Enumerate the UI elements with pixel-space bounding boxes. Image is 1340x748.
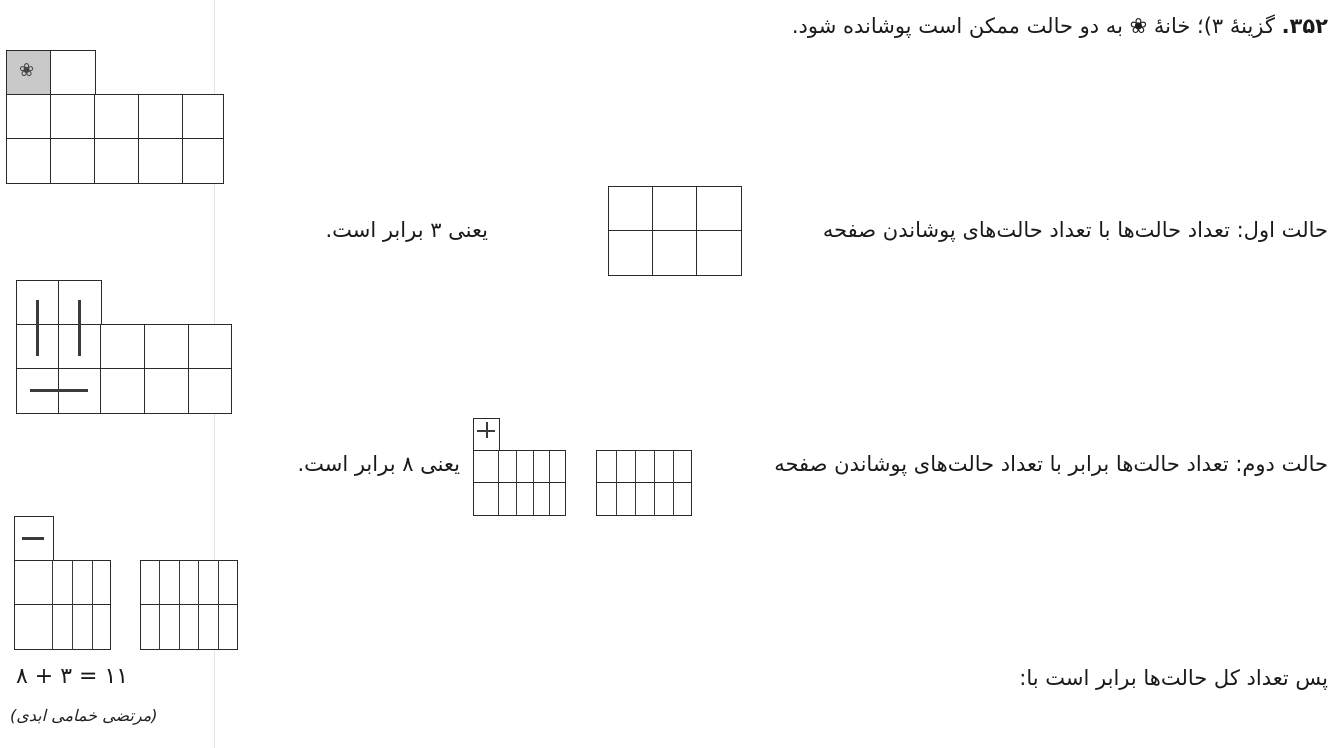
board-cell: [696, 186, 742, 232]
problem-heading: [792, 14, 1328, 38]
board-cell: [50, 138, 96, 184]
board-cell: [94, 138, 140, 184]
board-row: [140, 604, 238, 650]
horizontal-domino-mark: [22, 537, 44, 540]
board-row: [473, 482, 566, 516]
board-cell: [100, 368, 146, 414]
board-row: [473, 450, 566, 484]
cell-divider: [159, 560, 160, 650]
board-cell: [94, 94, 140, 140]
cell-divider: [198, 560, 199, 650]
board-cell: [182, 138, 224, 184]
cell-divider: [72, 560, 73, 650]
cell-divider: [673, 450, 674, 516]
board-cell: [50, 94, 96, 140]
board-cell: [6, 94, 52, 140]
cell-divider: [616, 450, 617, 516]
case2-text-after: یعنی ۸ برابر است.: [297, 452, 460, 476]
cell-divider: [549, 450, 550, 516]
case1-text-after: یعنی ۳ برابر است.: [325, 218, 488, 242]
vertical-domino-mark: [36, 300, 39, 356]
board-cell: [100, 324, 146, 370]
problem-intro: گزینهٔ ۳)؛ خانهٔ ❀ به دو حالت ممکن است پوشانده شود.: [791, 14, 1275, 38]
vertical-domino-mark: [78, 300, 81, 356]
board-row: [14, 560, 111, 606]
board-cell: [6, 138, 52, 184]
board-cell: [652, 230, 698, 276]
cell-divider: [52, 560, 53, 650]
author-credit: (مرتضی خمامی ابدی): [10, 706, 158, 725]
cell-divider: [635, 450, 636, 516]
board-cell: [144, 324, 190, 370]
cell-divider: [498, 450, 499, 516]
board-cell: [188, 368, 232, 414]
cell-divider: [218, 560, 219, 650]
cell-divider: [92, 560, 93, 650]
board-row: [140, 560, 238, 606]
board-cell: [138, 94, 184, 140]
cell-divider: [533, 450, 534, 516]
cell-divider: [516, 450, 517, 516]
board-row: [14, 604, 111, 650]
conclusion-text: پس تعداد کل حالت‌ها برابر است با:: [1019, 666, 1328, 690]
horizontal-domino-mark: [30, 389, 88, 392]
board-cell: [138, 138, 184, 184]
board-cell: [182, 94, 224, 140]
cell-divider: [179, 560, 180, 650]
board-cell: [608, 230, 654, 276]
board-cell: [652, 186, 698, 232]
vertical-domino-mark: [486, 422, 488, 438]
star-icon: ❀: [19, 60, 35, 81]
board-cell: [696, 230, 742, 276]
case1-text-before: حالت اول: تعداد حالت‌ها با تعداد حالت‌های پوشاندن صفحه: [822, 218, 1328, 242]
board-cell: [188, 324, 232, 370]
case2-text-before: حالت دوم: تعداد حالت‌ها برابر با تعداد حالت‌های پوشاندن صفحه: [774, 452, 1328, 476]
board-row: [596, 450, 692, 484]
cell-divider: [654, 450, 655, 516]
board-cell: [50, 50, 96, 96]
board-cell: [608, 186, 654, 232]
sum-equation: ۸ + ۳ = ۱۱: [16, 664, 129, 689]
board-row: [596, 482, 692, 516]
board-cell: [144, 368, 190, 414]
problem-number: ۳۵۲.: [1281, 14, 1328, 38]
